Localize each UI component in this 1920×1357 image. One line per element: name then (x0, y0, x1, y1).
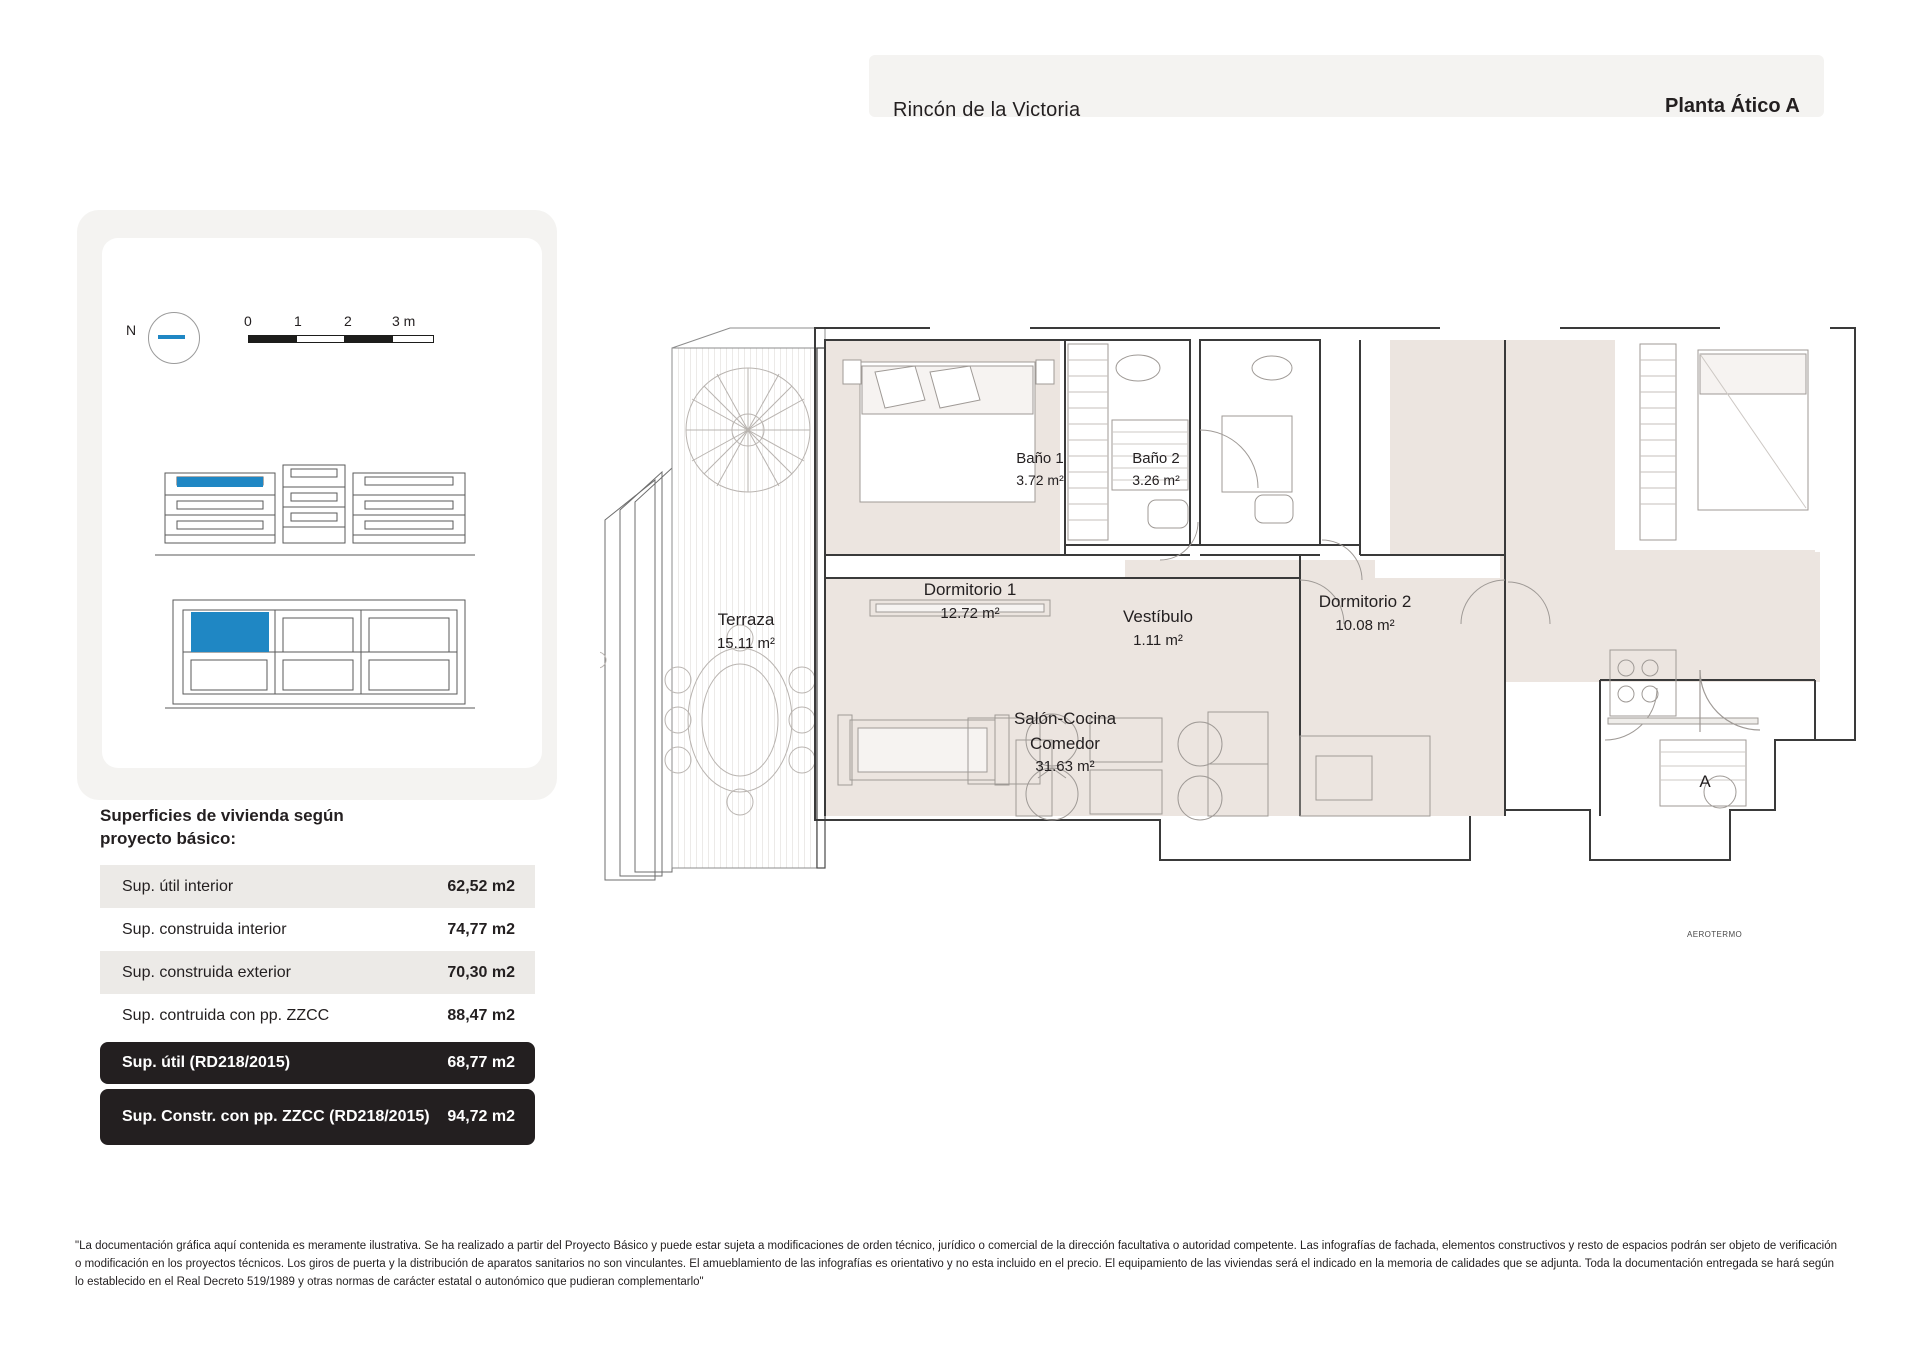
room-name: Terraza (717, 610, 775, 629)
page-title: Rincón de la Victoria (893, 99, 1081, 121)
room-name-line-1: Salón-Cocina (1013, 709, 1117, 728)
room-label-dormitorio-1 (880, 578, 1060, 624)
room-area: 3.26 m² (1132, 471, 1180, 488)
building-keyplan-thumbnail (165, 590, 475, 720)
room-name: Baño 1 (1016, 450, 1064, 467)
surface-value: 62,52 m2 (447, 877, 515, 895)
table-row (100, 865, 535, 908)
surface-value: 74,77 m2 (447, 920, 515, 938)
room-name: Vestíbulo (1123, 607, 1193, 626)
entrance-letter: A (1699, 772, 1711, 791)
surface-label: Sup. útil interior (122, 877, 234, 895)
room-area: 3.72 m² (1016, 471, 1064, 488)
room-name: Dormitorio 2 (1318, 592, 1412, 611)
room-label-vestibulo (1088, 605, 1228, 651)
floorplan-drawing (600, 320, 1870, 1020)
surface-value: 94,72 m2 (447, 1108, 515, 1125)
surface-label: Sup. Constr. con pp. ZZCC (RD218/2015) (122, 1108, 430, 1125)
surface-label: Sup. construida interior (122, 920, 287, 938)
table-row (100, 994, 535, 1037)
room-name: Baño 2 (1132, 450, 1180, 467)
room-name: Dormitorio 1 (923, 580, 1017, 599)
aerotermo-label: AEROTERMO (1687, 930, 1743, 939)
scale-bar-icon (248, 335, 433, 345)
room-area: 12.72 m² (940, 604, 1000, 622)
plan-name: Planta Ático A (1665, 95, 1800, 117)
scale-tick-1: 1 (294, 313, 302, 329)
table-row (100, 951, 535, 994)
scale-tick-3: 3 m (392, 313, 416, 329)
compass-north-label: N (126, 322, 137, 338)
surfaces-title: Superficies de vivienda según proyecto básico: (100, 806, 344, 848)
room-label-salon-cocina (965, 707, 1165, 778)
room-area: 15.11 m² (716, 634, 776, 652)
room-name-line-2: Comedor (1030, 733, 1100, 753)
scale-tick-2: 2 (344, 313, 352, 329)
table-row (100, 908, 535, 951)
surfaces-table (100, 865, 535, 1145)
room-label-terraza (676, 608, 816, 654)
surface-value: 68,77 m2 (447, 1054, 515, 1071)
room-area: 1.11 m² (1133, 631, 1183, 649)
room-area: 10.08 m² (1335, 616, 1395, 634)
compass-icon (148, 312, 200, 364)
legal-disclaimer: "La documentación gráfica aquí contenida es meramente ilustrativa. Se ha realizado a partir del Proyecto Básico y puede estar sujeta a modificaciones de orden técnico, jurídico o comercial de la dirección facultativa o autoridad competente. Las infografías de fachada, elementos constructivos y resto de espacios podrán ser objeto de verificación o modificación en los proyectos técnicos. Los giros de puerta y la distribución de aparatos sanitarios no son vinculantes. El amueblamiento de las infografías es orientativo y no esta incluido en el precio. El equipamiento de las viviendas será el indicado en la memoria de calidades que se adjunta. Toda la documentación entregada se hará según lo establecido en el Real Decreto 519/1989 y otras normas de carácter estatal o autonómico que pudieran complementarlo" (75, 1240, 1838, 1288)
surface-value: 88,47 m2 (447, 1006, 515, 1024)
surface-label: Sup. útil (RD218/2015) (122, 1054, 291, 1071)
entrance-letter-label (1690, 770, 1720, 795)
surface-label: Sup. construida exterior (122, 963, 291, 981)
table-row-highlight (100, 1042, 535, 1084)
scale-tick-0: 0 (244, 313, 252, 329)
building-elevation-thumbnail (155, 455, 475, 565)
scale-tick-labels (240, 313, 455, 331)
room-label-bano-2 (1096, 448, 1216, 490)
surface-label: Sup. contruida con pp. ZZCC (122, 1006, 330, 1024)
room-area: 31.63 m² (1035, 758, 1095, 776)
surface-value: 70,30 m2 (447, 963, 515, 981)
room-label-dormitorio-2 (1280, 590, 1450, 636)
table-row-highlight (100, 1089, 535, 1145)
room-label-bano-1 (980, 448, 1100, 490)
